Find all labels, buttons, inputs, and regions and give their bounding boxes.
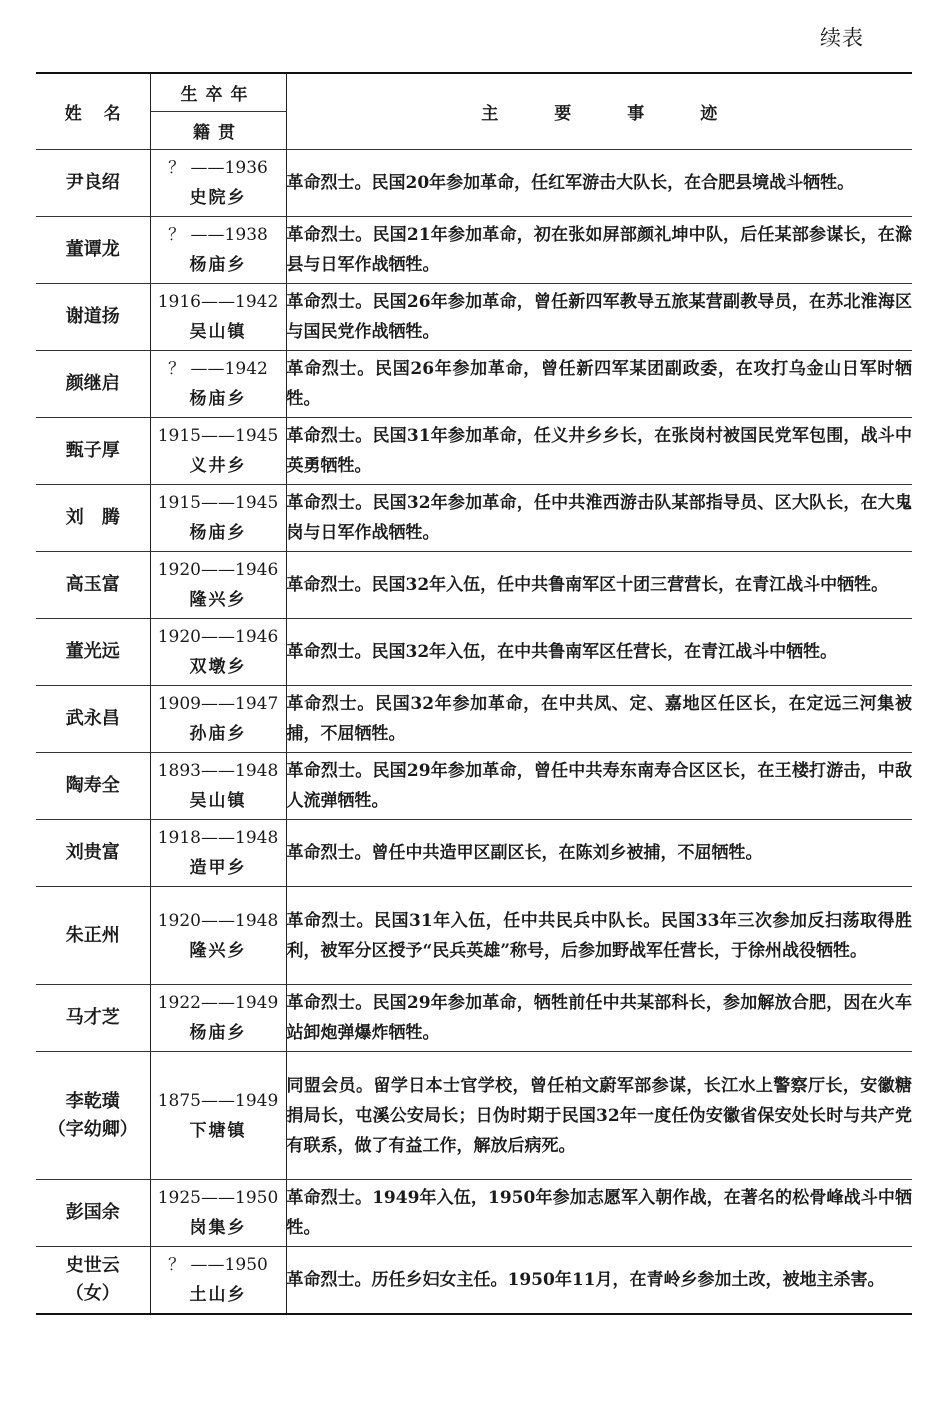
main-deeds: 革命烈士。1949年入伍，1950年参加志愿军入朝作战，在著名的松骨峰战斗中牺牲。 — [286, 1180, 912, 1247]
native-place: 杨庙乡 — [189, 523, 247, 543]
table-row — [36, 1180, 912, 1247]
main-deeds: 革命烈士。民国32年入伍，在中共鲁南军区任营长，在青江战斗中牺牲。 — [286, 619, 912, 686]
years-origin-cell — [150, 217, 286, 284]
person-name — [36, 150, 150, 217]
header-deeds-char: 要 — [554, 104, 572, 124]
years-origin-cell — [150, 1180, 286, 1247]
native-place: 吴山镇 — [189, 791, 247, 811]
person-name — [36, 217, 150, 284]
table-row — [36, 150, 912, 217]
main-deeds: 革命烈士。民国29年参加革命，曾任中共寿东南寿合区区长，在王楼打游击，中敌人流弹牺牲。 — [286, 753, 912, 820]
person-name-line: 武永昌 — [65, 708, 120, 729]
life-years: 1920——1946 — [157, 627, 279, 647]
person-name — [36, 1052, 150, 1180]
main-deeds: 革命烈士。民国32年参加革命，任中共淮西游击队某部指导员、区大队长，在大鬼岗与日军作战牺牲。 — [286, 485, 912, 552]
table-row — [36, 619, 912, 686]
years-origin-cell — [150, 552, 286, 619]
person-name-line: 甄子厚 — [65, 440, 120, 461]
header-years: 生卒年 — [150, 73, 286, 112]
life-years: 1915——1945 — [157, 493, 279, 513]
person-name-line: 李乾璜 — [65, 1090, 120, 1112]
life-years: 1922——1949 — [157, 993, 279, 1013]
person-name-line: 彭国余 — [65, 1202, 120, 1223]
table-row — [36, 217, 912, 284]
native-place: 隆兴乡 — [189, 940, 247, 961]
person-name — [36, 619, 150, 686]
main-deeds: 革命烈士。民国26年参加革命，曾任新四军教导五旅某营副教导员，在苏北淮海区与国民党作战牺牲。 — [286, 284, 912, 351]
person-name-line: 尹良绍 — [65, 172, 120, 193]
main-deeds: 革命烈士。民国26年参加革命，曾任新四军某团副政委，在攻打乌金山日军时牺牲。 — [286, 351, 912, 418]
life-years: 1875——1949 — [157, 1090, 279, 1111]
life-years: ？ ——1938 — [168, 225, 268, 245]
person-name-line: 马才芝 — [65, 1007, 120, 1028]
header-deeds-char: 迹 — [700, 104, 718, 124]
main-deeds: 革命烈士。历任乡妇女主任。1950年11月，在青岭乡参加土改，被地主杀害。 — [286, 1247, 912, 1314]
life-years: 1925——1950 — [157, 1188, 279, 1208]
main-deeds: 革命烈士。曾任中共造甲区副区长，在陈刘乡被捕，不屈牺牲。 — [286, 820, 912, 887]
person-name — [36, 1247, 150, 1314]
native-place: 土山乡 — [189, 1284, 247, 1305]
table-row — [36, 1247, 912, 1314]
person-name-line: 董光远 — [65, 641, 120, 662]
person-name — [36, 418, 150, 485]
table-row — [36, 753, 912, 820]
table-row — [36, 686, 912, 753]
years-origin-cell — [150, 485, 286, 552]
native-place: 双墩乡 — [189, 657, 247, 677]
native-place: 史院乡 — [189, 188, 247, 208]
header-name: 姓名 — [36, 73, 150, 150]
person-name-line: （字幼卿） — [47, 1118, 138, 1140]
person-name — [36, 985, 150, 1052]
table-row — [36, 1052, 912, 1180]
main-deeds: 同盟会员。留学日本士官学校，曾任柏文蔚军部参谋，长江水上警察厅长，安徽糖捐局长，屯溪公安局长；日伪时期于民国32年一度任伪安徽省保安处长时与共产党有联系，做了有益工作，解放后病死。 — [286, 1052, 912, 1180]
native-place: 义井乡 — [189, 456, 247, 476]
person-name-line: 朱正州 — [65, 924, 120, 946]
header-deeds — [286, 73, 912, 150]
person-name-line: 刘 腾 — [65, 507, 120, 528]
person-name — [36, 351, 150, 418]
table-row — [36, 284, 912, 351]
header-deeds-char: 事 — [627, 104, 645, 124]
table-row — [36, 887, 912, 985]
person-name — [36, 887, 150, 985]
years-origin-cell — [150, 820, 286, 887]
person-name-line: 刘贵富 — [65, 842, 120, 863]
years-origin-cell — [150, 284, 286, 351]
person-name — [36, 686, 150, 753]
person-name-line: 陶寿全 — [65, 775, 120, 796]
person-name — [36, 820, 150, 887]
main-deeds: 革命烈士。民国32年入伍，任中共鲁南军区十团三营营长，在青江战斗中牺牲。 — [286, 552, 912, 619]
native-place: 吴山镇 — [189, 322, 247, 342]
person-name-line: 高玉富 — [65, 574, 120, 595]
main-deeds: 革命烈士。民国21年参加革命，初在张如屏部颜礼坤中队，后任某部参谋长，在滁县与日军作战牺牲。 — [286, 217, 912, 284]
life-years: 1918——1948 — [157, 828, 279, 848]
years-origin-cell — [150, 619, 286, 686]
main-deeds: 革命烈士。民国31年参加革命，任义井乡乡长，在张岗村被国民党军包围，战斗中英勇牺牲。 — [286, 418, 912, 485]
table-body — [36, 150, 912, 1314]
person-name — [36, 1180, 150, 1247]
table-row — [36, 418, 912, 485]
life-years: 1916——1942 — [157, 292, 279, 312]
life-years: ？ ——1950 — [168, 1254, 268, 1275]
person-name-line: 颜继启 — [65, 373, 120, 394]
person-name — [36, 753, 150, 820]
years-origin-cell — [150, 150, 286, 217]
life-years: 1909——1947 — [157, 694, 279, 714]
native-place: 岗集乡 — [189, 1218, 247, 1238]
biography-table — [36, 72, 912, 1315]
native-place: 隆兴乡 — [189, 590, 247, 610]
header-row-top — [36, 73, 912, 112]
header-origin: 籍贯 — [150, 112, 286, 150]
main-deeds: 革命烈士。民国20年参加革命，任红军游击大队长，在合肥县境战斗牺牲。 — [286, 150, 912, 217]
life-years: ？ ——1942 — [168, 359, 268, 379]
native-place: 杨庙乡 — [189, 255, 247, 275]
native-place: 下塘镇 — [189, 1120, 247, 1141]
person-name — [36, 485, 150, 552]
main-deeds: 革命烈士。民国31年入伍，任中共民兵中队长。民国33年三次参加反扫荡取得胜利，被军分区授予“民兵英雄”称号，后参加野战军任营长，于徐州战役牺牲。 — [286, 887, 912, 985]
header-deeds-char: 主 — [481, 104, 499, 124]
native-place: 杨庙乡 — [189, 389, 247, 409]
life-years: ？ ——1936 — [168, 158, 268, 178]
years-origin-cell — [150, 351, 286, 418]
life-years: 1893——1948 — [157, 761, 279, 781]
table-row — [36, 552, 912, 619]
person-name-line: 史世云 — [65, 1254, 120, 1276]
years-origin-cell — [150, 753, 286, 820]
life-years: 1920——1946 — [157, 560, 279, 580]
years-origin-cell — [150, 1247, 286, 1314]
person-name — [36, 284, 150, 351]
years-origin-cell — [150, 887, 286, 985]
table-row — [36, 820, 912, 887]
table-row — [36, 351, 912, 418]
continued-label: 续表 — [820, 26, 864, 50]
native-place: 杨庙乡 — [189, 1023, 247, 1043]
table-row — [36, 985, 912, 1052]
life-years: 1915——1945 — [157, 426, 279, 446]
native-place: 孙庙乡 — [189, 724, 247, 744]
native-place: 造甲乡 — [189, 858, 247, 878]
person-name-line: 董谭龙 — [65, 239, 120, 260]
person-name-line: 谢道扬 — [65, 306, 120, 327]
table-row — [36, 485, 912, 552]
years-origin-cell — [150, 418, 286, 485]
person-name-line: （女） — [65, 1282, 120, 1304]
main-deeds: 革命烈士。民国32年参加革命，在中共凤、定、嘉地区任区长，在定远三河集被捕，不屈牺牲。 — [286, 686, 912, 753]
years-origin-cell — [150, 985, 286, 1052]
person-name — [36, 552, 150, 619]
years-origin-cell — [150, 1052, 286, 1180]
main-deeds: 革命烈士。民国29年参加革命，牺牲前任中共某部科长，参加解放合肥，因在火车站卸炮弹爆炸牺牲。 — [286, 985, 912, 1052]
life-years: 1920——1948 — [157, 910, 279, 931]
years-origin-cell — [150, 686, 286, 753]
